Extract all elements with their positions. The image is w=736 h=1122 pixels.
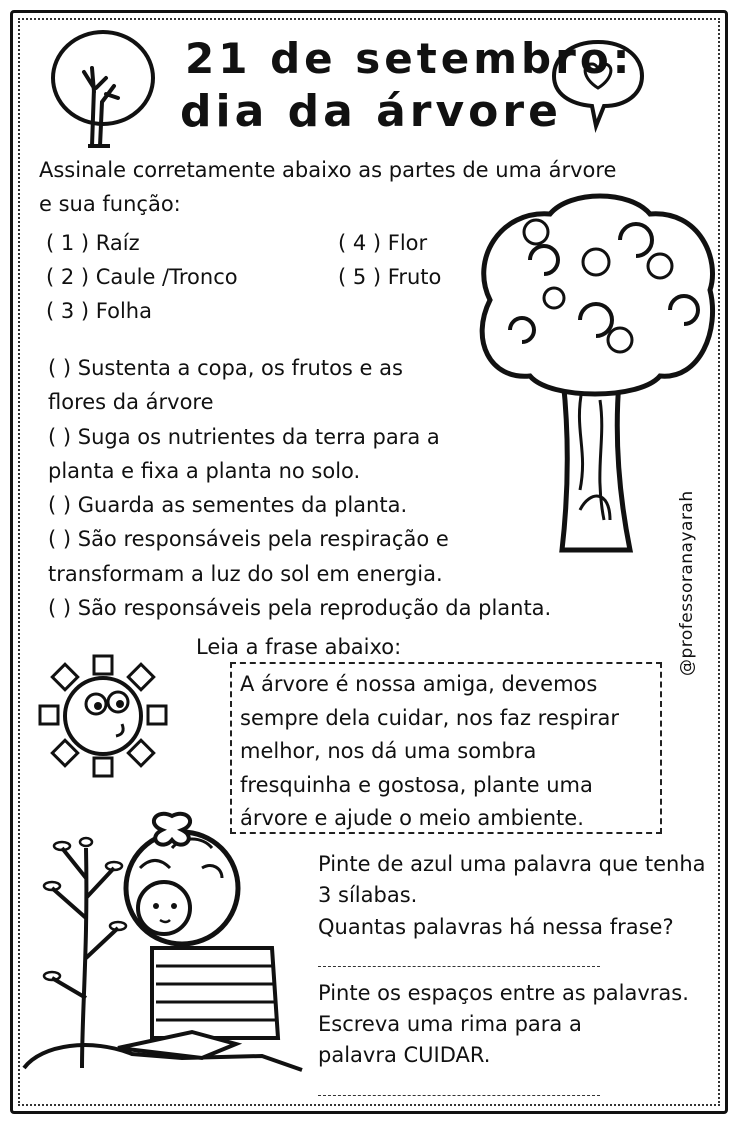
statement-4b: transformam a luz do sol em energia.	[48, 562, 443, 586]
option-1: ( 1 ) Raíz	[46, 231, 140, 255]
reading-line-2: sempre dela cuidar, nos faz respirar	[240, 705, 619, 730]
title-line-2: dia da árvore	[180, 86, 562, 137]
title-line-1: 21 de setembro:	[185, 34, 634, 83]
statement-2b: planta e fixa a planta no solo.	[48, 459, 361, 483]
option-2: ( 2 ) Caule /Tronco	[46, 265, 238, 289]
reading-line-3: melhor, nos dá uma sombra	[240, 739, 537, 763]
statement-2a: ( ) Suga os nutrientes da terra para a	[48, 425, 440, 449]
question-3: Pinte os espaços entre as palavras.	[318, 981, 689, 1005]
instructions-line-1: Assinale corretamente abaixo as partes de uma árvore	[39, 158, 617, 182]
answer-line-1[interactable]	[318, 966, 600, 967]
statement-1a: ( ) Sustenta a copa, os frutos e as	[48, 356, 403, 380]
reading-line-5: árvore e ajude o meio ambiente.	[240, 806, 584, 830]
statement-4a: ( ) São responsáveis pela respiração e	[48, 527, 449, 551]
credit-handle: @professoranayarah	[677, 490, 697, 676]
instructions-line-2: e sua função:	[39, 192, 181, 216]
statement-1b: flores da árvore	[48, 390, 214, 414]
girl-planting-illustration	[22, 808, 312, 1080]
option-5: ( 5 ) Fruto	[338, 265, 442, 289]
question-2: Quantas palavras há nessa frase?	[318, 915, 674, 939]
reading-prompt: Leia a frase abaixo:	[196, 635, 402, 659]
option-3: ( 3 ) Folha	[46, 299, 152, 323]
answer-line-2[interactable]	[318, 1095, 600, 1096]
sun-illustration	[38, 654, 168, 778]
question-1a: Pinte de azul uma palavra que tenha	[318, 852, 706, 876]
statement-5: ( ) São responsáveis pela reprodução da planta.	[48, 596, 552, 620]
option-4: ( 4 ) Flor	[338, 231, 428, 255]
reading-line-1: A árvore é nossa amiga, devemos	[240, 672, 598, 696]
reading-line-4: fresquinha e gostosa, plante uma	[240, 772, 593, 797]
statement-3: ( ) Guarda as sementes da planta.	[48, 493, 408, 517]
question-1b: 3 sílabas.	[318, 883, 418, 907]
tree-icon	[48, 28, 158, 148]
question-4b: palavra CUIDAR.	[318, 1043, 491, 1067]
question-4a: Escreva uma rima para a	[318, 1012, 582, 1036]
